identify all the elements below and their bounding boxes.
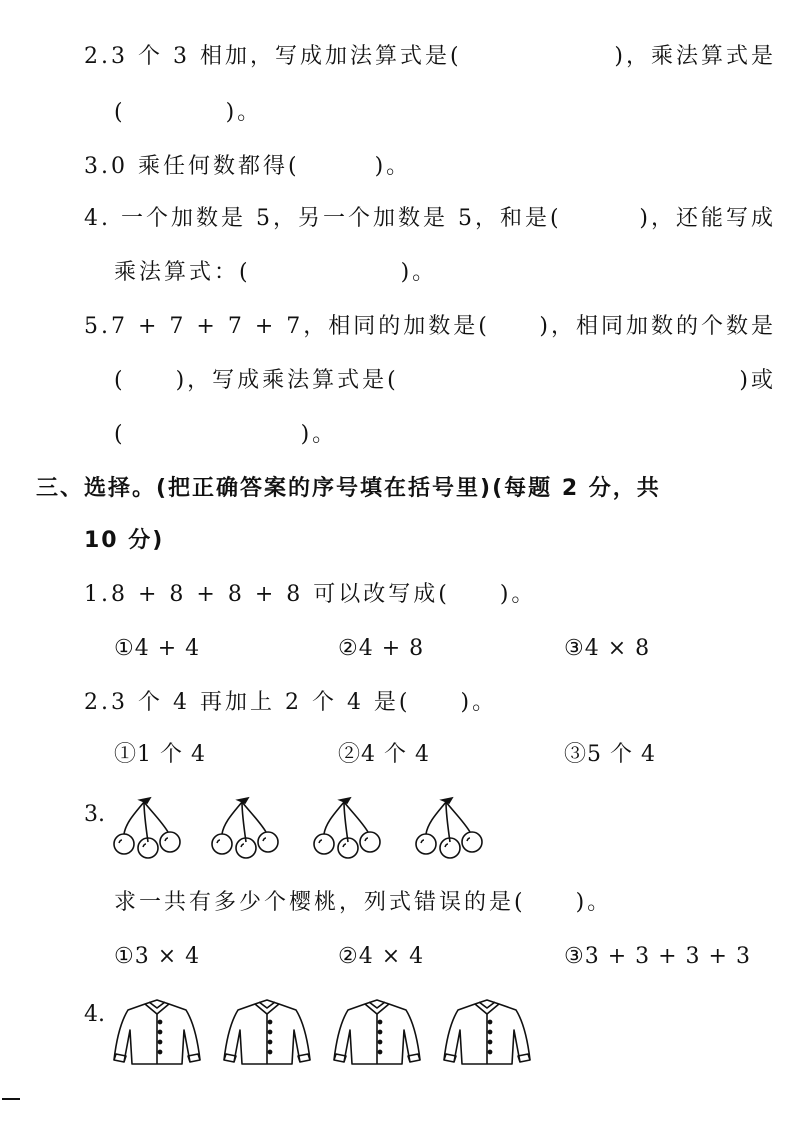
- fill-q4-text: 4. 一个加数是 5，另一个加数是 5，和是(: [84, 206, 562, 231]
- shirt-icon: [440, 996, 534, 1068]
- cherry-icon: [208, 794, 286, 860]
- fill-q5-text2: ( )，写成乘法算式是(: [114, 368, 399, 393]
- fill-q2-text: 2.3 个 3 相加，写成加法算式是(: [84, 44, 462, 69]
- choice-q1-option-3: ③4 × 8: [564, 636, 651, 661]
- fill-q4-line1: [84, 204, 776, 234]
- cherry-icon: [310, 794, 388, 860]
- fill-q4-text-end: )，还能写成: [639, 206, 776, 231]
- choice-q3-option-2: ②4 × 4: [338, 944, 425, 969]
- choice-q1: 1.8 + 8 + 8 + 8 可以改写成( )。: [84, 582, 537, 607]
- choice-q3-number: 3.: [84, 802, 105, 827]
- fill-q2-text-end: )，乘法算式是: [614, 44, 776, 69]
- choice-q3-option-3: ③3 + 3 + 3 + 3: [564, 944, 751, 969]
- cherry-icon: [412, 794, 490, 860]
- fill-q5-text-end: )，相同加数的个数是: [539, 314, 776, 339]
- fill-q5-line2: [114, 366, 776, 396]
- section3-title-cont: 10 分): [84, 528, 165, 553]
- cherry-icon: [110, 794, 188, 860]
- choice-q2: 2.3 个 4 再加上 2 个 4 是( )。: [84, 690, 498, 715]
- choice-q2-option-2: ②4 个 4: [338, 742, 430, 767]
- fill-q4-line2: 乘法算式：( )。: [114, 260, 438, 285]
- section3-title: 三、选择。(把正确答案的序号填在括号里)(每题 2 分，共: [36, 476, 661, 501]
- choice-q3: 求一共有多少个樱桃，列式错误的是( )。: [114, 890, 613, 915]
- fill-q3: 3.0 乘任何数都得( )。: [84, 154, 412, 179]
- shirt-icon: [220, 996, 314, 1068]
- fill-q5-text2-end: )或: [739, 368, 776, 393]
- shirt-icon: [110, 996, 204, 1068]
- shirt-icon: [330, 996, 424, 1068]
- choice-q1-option-1: ①4 + 4: [114, 636, 201, 661]
- choice-q2-option-3: ③5 个 4: [564, 742, 656, 767]
- fill-q5-text: 5.7 + 7 + 7 + 7，相同的加数是(: [84, 314, 490, 339]
- fill-q5-line3: ( )。: [114, 422, 338, 447]
- choice-q2-option-1: ①1 个 4: [114, 742, 206, 767]
- fill-q2-line1: [84, 42, 776, 72]
- choice-q4-number: 4.: [84, 1002, 105, 1027]
- page-edge-mark: [2, 1098, 20, 1100]
- fill-q5-line1: [84, 312, 776, 342]
- choice-q3-option-1: ①3 × 4: [114, 944, 201, 969]
- fill-q2-line2: ( )。: [114, 100, 263, 125]
- choice-q1-option-2: ②4 + 8: [338, 636, 425, 661]
